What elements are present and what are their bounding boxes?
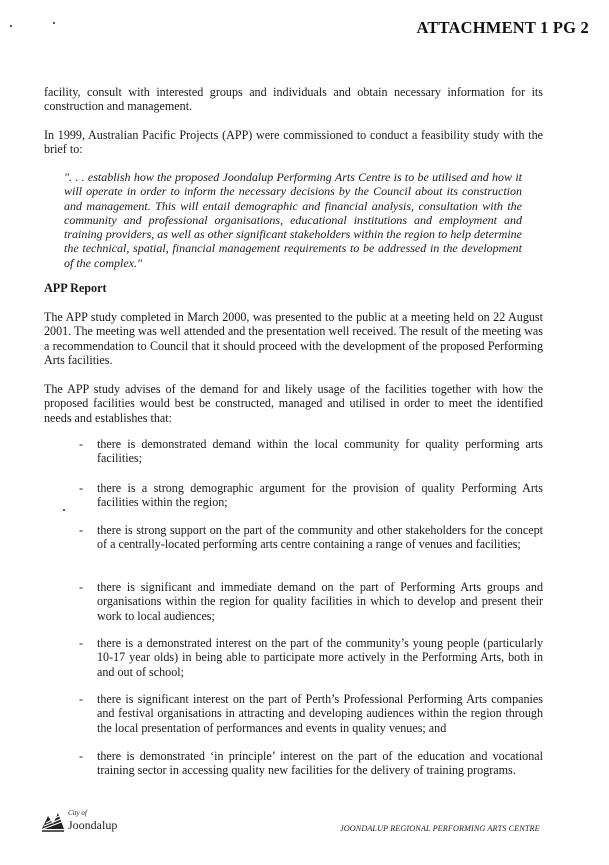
- list-dash: -: [79, 636, 84, 650]
- findings-paragraph: [44, 382, 543, 425]
- intro-paragraph: [44, 85, 543, 114]
- section-heading: APP Report: [44, 281, 107, 295]
- logo-city-label: City of: [68, 809, 87, 817]
- findings-paragraph-text: The APP study advises of the demand for and likely usage of the facilities together with how the proposed facilities would best be constructed, managed and utilised in order to meet the identified needs and establishes that:: [44, 382, 543, 425]
- list-item-text: there is significant and immediate demand on the part of Performing Arts groups and organisations within the region for quality facilities in which to develop and present their work to local audiences;: [97, 580, 543, 623]
- city-of-joondalup-logo-icon: [41, 810, 65, 832]
- list-item-text: there is demonstrated demand within the local community for quality performing arts facilities;: [97, 437, 543, 466]
- list-item-text: there is significant interest on the part of Perth’s Professional Performing Arts companies and festival organisations in attracting and developing audiences within the region through the local presentation of performances and events in quality venues; and: [97, 692, 543, 735]
- footer-title: JOONDALUP REGIONAL PERFORMING ARTS CENTRE: [340, 824, 540, 833]
- list-dash: -: [79, 481, 84, 495]
- brief-paragraph: [44, 128, 543, 157]
- list-item-text: there is a strong demographic argument for the provision of quality Performing Arts facilities within the region;: [97, 481, 543, 510]
- city-logo: [41, 808, 131, 838]
- list-dash: -: [79, 523, 84, 537]
- brief-quote: ". . . establish how the proposed Joondalup Performing Arts Centre is to be utilised and how it will operate in order to inform the necessary decisions by the Council about its construction and management. This will entail demographic and financial analysis, consultation with the community and professional organisations, educational institutions and employment and training providers, as well as other significant stakeholders within the region to help determine the technical, spatial, financial management requirements to be addressed in the development of the complex.": [64, 170, 522, 270]
- attachment-header: ATTACHMENT 1 PG 2: [416, 18, 589, 37]
- report-paragraph-text: The APP study completed in March 2000, was presented to the public at a meeting held on 22 August 2001. The meeting was well attended and the presentation well received. The result of the meeting was a recommendation to Council that it should proceed with the development of the proposed Performing Arts facilities.: [44, 310, 543, 367]
- intro-paragraph-text: facility, consult with interested groups and individuals and obtain necessary information for its construction and management.: [44, 85, 543, 114]
- scan-speck: [10, 25, 12, 27]
- list-dash: -: [79, 749, 84, 763]
- report-paragraph: [44, 310, 543, 367]
- list-dash: -: [79, 580, 84, 594]
- list-item-text: there is demonstrated ‘in principle’ interest on the part of the education and vocational training sector in accessing quality new facilities for the delivery of training programs.: [97, 749, 543, 778]
- list-item-text: there is a demonstrated interest on the part of the community’s young people (particularly 10-17 year olds) in being able to participate more actively in the Performing Arts, both in and out of school;: [97, 636, 543, 679]
- list-dash: -: [79, 437, 84, 451]
- scan-speck: [53, 22, 55, 24]
- list-dash: -: [79, 692, 84, 706]
- brief-paragraph-text: In 1999, Australian Pacific Projects (APP) were commissioned to conduct a feasibility study with the brief to:: [44, 128, 543, 157]
- list-item-text: there is strong support on the part of the community and other stakeholders for the concept of a centrally-located performing arts centre containing a range of venues and facilities;: [97, 523, 543, 552]
- logo-name-label: Joondalup: [68, 818, 118, 832]
- scan-speck: [63, 509, 65, 511]
